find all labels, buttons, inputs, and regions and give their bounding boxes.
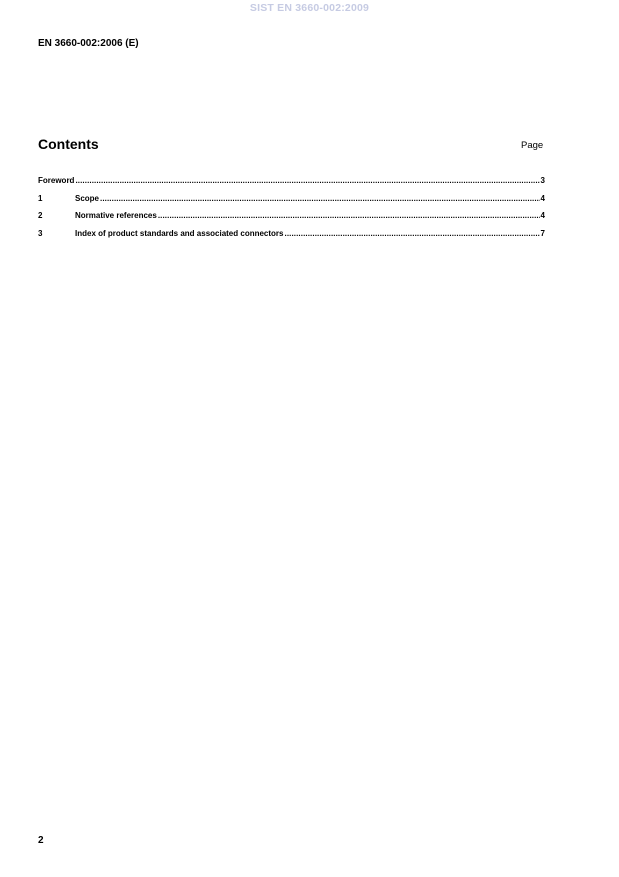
toc-dot-leader	[285, 229, 540, 238]
toc-entry-normative-references[interactable]	[38, 211, 545, 229]
contents-heading: Contents	[38, 136, 99, 152]
toc-entry-index[interactable]	[38, 229, 545, 247]
toc-entry-page: 7	[540, 228, 545, 238]
toc-entry-title: Scope	[75, 193, 100, 203]
toc-entry-title: Normative references	[75, 211, 157, 220]
toc-entry-title: Foreword	[38, 176, 75, 185]
toc-entry-foreword[interactable]	[38, 176, 545, 194]
toc-entry-scope[interactable]	[38, 194, 545, 212]
toc-entry-page: 3	[540, 176, 545, 185]
watermark: SIST EN 3660-002:2009	[249, 2, 370, 14]
toc-dot-leader	[158, 211, 540, 220]
page-number: 2	[38, 835, 44, 846]
toc-entry-number: 3	[38, 228, 43, 238]
toc-entry-page: 4	[540, 211, 545, 220]
document-id: EN 3660-002:2006 (E)	[38, 38, 139, 49]
toc-dot-leader	[75, 176, 539, 185]
toc-entry-page: 4	[540, 193, 545, 203]
toc-entry-number: 2	[38, 211, 43, 220]
toc-dot-leader	[100, 194, 540, 203]
toc-entry-title: Index of product standards and associated connectors	[75, 228, 284, 238]
toc-entry-number: 1	[38, 193, 43, 203]
page-column-label: Page	[521, 140, 544, 151]
table-of-contents	[38, 176, 545, 246]
